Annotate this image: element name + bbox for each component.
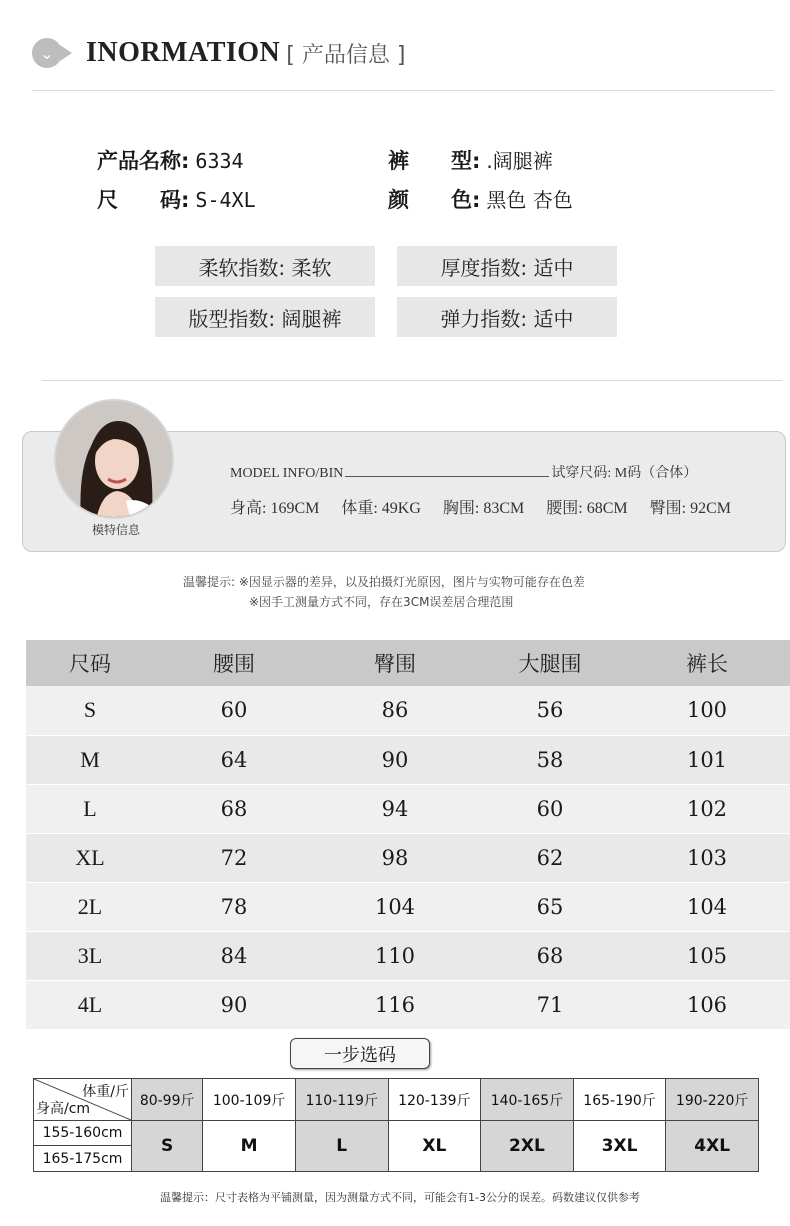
recommended-size: 3XL xyxy=(573,1121,666,1172)
model-info-line xyxy=(230,462,697,482)
weight-range: 100-109斤 xyxy=(203,1079,296,1121)
waist-cell: 78 xyxy=(154,882,314,931)
weight-range: 140-165斤 xyxy=(481,1079,574,1121)
hip-cell: 110 xyxy=(314,931,476,980)
pants-type-label: 裤 型: xyxy=(388,149,481,173)
weight-range: 120-139斤 xyxy=(388,1079,481,1121)
recommended-size: XL xyxy=(388,1121,481,1172)
elasticity-index-tag: 弹力指数: 适中 xyxy=(397,297,617,337)
height-ranges xyxy=(34,1121,132,1172)
height-range: 155-160cm xyxy=(34,1121,131,1146)
recommended-size: S xyxy=(132,1121,203,1172)
model-hip: 臀围: 92CM xyxy=(649,500,731,517)
model-height: 身高: 169CM xyxy=(230,500,320,517)
thigh-cell: 56 xyxy=(476,686,624,735)
size-table-header xyxy=(26,640,790,686)
size-table xyxy=(26,640,790,1030)
recommended-size: 4XL xyxy=(666,1121,759,1172)
tips-line-2: ※因手工测量方式不同，存在3CM误差居合理范围 xyxy=(249,595,514,609)
weight-range: 165-190斤 xyxy=(573,1079,666,1121)
recommended-size: 2XL xyxy=(481,1121,574,1172)
hip-cell: 86 xyxy=(314,686,476,735)
model-info-prefix: MODEL INFO/BIN xyxy=(230,466,344,481)
waist-cell: 84 xyxy=(154,931,314,980)
model-avatar xyxy=(54,399,174,519)
size-cell: L xyxy=(26,784,154,833)
header-hip: 臀围 xyxy=(314,640,476,686)
header-waist: 腰围 xyxy=(154,640,314,686)
model-try-size: 试穿尺码: M码（合体） xyxy=(551,466,698,481)
size-guide-button[interactable]: 一步选码 xyxy=(290,1038,430,1069)
tips-block xyxy=(183,572,585,612)
weight-range: 80-99斤 xyxy=(132,1079,203,1121)
weight-range: 110-119斤 xyxy=(295,1079,388,1121)
hip-cell: 90 xyxy=(314,735,476,784)
model-weight: 体重: 49KG xyxy=(341,500,421,517)
section-subtitle: [ 产品信息 ] xyxy=(286,42,406,68)
size-cell: 4L xyxy=(26,980,154,1029)
length-cell: 103 xyxy=(624,833,790,882)
thigh-cell: 62 xyxy=(476,833,624,882)
table-row xyxy=(26,882,790,931)
waist-cell: 60 xyxy=(154,686,314,735)
corner-height-label: 身高/cm xyxy=(36,1101,91,1117)
chevron-down-icon: ⌄ xyxy=(32,36,74,70)
size-cell: S xyxy=(26,686,154,735)
pants-type-row xyxy=(388,145,553,175)
length-cell: 101 xyxy=(624,735,790,784)
recommended-size: M xyxy=(203,1121,296,1172)
hip-cell: 94 xyxy=(314,784,476,833)
waist-cell: 72 xyxy=(154,833,314,882)
divider xyxy=(32,90,774,91)
length-cell: 106 xyxy=(624,980,790,1029)
product-name-row xyxy=(97,145,244,175)
pants-type-value: .阔腿裤 xyxy=(486,149,553,173)
header-thigh: 大腿围 xyxy=(476,640,624,686)
height-range: 165-175cm xyxy=(42,1150,123,1167)
color-value: 黑色 杏色 xyxy=(486,188,573,212)
size-cell: M xyxy=(26,735,154,784)
model-stats-line xyxy=(230,495,749,518)
weight-range: 190-220斤 xyxy=(666,1079,759,1121)
waist-cell: 68 xyxy=(154,784,314,833)
weight-size-table xyxy=(33,1078,759,1172)
waist-cell: 90 xyxy=(154,980,314,1029)
corner-weight-label: 体重/斤 xyxy=(82,1084,129,1100)
length-cell: 102 xyxy=(624,784,790,833)
footnote: 温馨提示：尺寸表格为平铺测量，因为测量方式不同，可能会有1-3公分的误差。码数建议仅供参考 xyxy=(160,1191,640,1204)
table-row xyxy=(26,833,790,882)
length-cell: 105 xyxy=(624,931,790,980)
size-range-value: S-4XL xyxy=(195,188,256,212)
size-cell: 3L xyxy=(26,931,154,980)
recommended-size: L xyxy=(295,1121,388,1172)
length-cell: 100 xyxy=(624,686,790,735)
color-row xyxy=(388,184,573,214)
thigh-cell: 65 xyxy=(476,882,624,931)
hip-cell: 104 xyxy=(314,882,476,931)
model-label: 模特信息 xyxy=(91,523,140,537)
thigh-cell: 60 xyxy=(476,784,624,833)
thigh-cell: 68 xyxy=(476,931,624,980)
header-size: 尺码 xyxy=(26,640,154,686)
divider xyxy=(42,380,782,381)
fit-index-tag: 版型指数: 阔腿裤 xyxy=(155,297,375,337)
thigh-cell: 71 xyxy=(476,980,624,1029)
product-name-label: 产品名称: xyxy=(97,149,190,173)
size-range-label: 尺 码: xyxy=(97,188,190,212)
table-row xyxy=(26,735,790,784)
table-row xyxy=(26,931,790,980)
header-length: 裤长 xyxy=(624,640,790,686)
model-waist: 腰围: 68CM xyxy=(546,500,628,517)
size-cell: 2L xyxy=(26,882,154,931)
hip-cell: 116 xyxy=(314,980,476,1029)
section-header xyxy=(32,36,405,70)
hip-cell: 98 xyxy=(314,833,476,882)
model-bust: 胸围: 83CM xyxy=(442,500,525,517)
size-cell: XL xyxy=(26,833,154,882)
table-corner xyxy=(34,1079,132,1121)
thigh-cell: 58 xyxy=(476,735,624,784)
table-row xyxy=(26,784,790,833)
tips-line-1: 温馨提示: ※因显示器的差异，以及拍摄灯光原因，图片与实物可能存在色差 xyxy=(183,575,585,589)
table-row xyxy=(26,686,790,735)
product-name-value: 6334 xyxy=(195,149,244,173)
softness-index-tag: 柔软指数: 柔软 xyxy=(155,246,375,286)
length-cell: 104 xyxy=(624,882,790,931)
thickness-index-tag: 厚度指数: 适中 xyxy=(397,246,617,286)
section-title: INORMATION xyxy=(86,37,281,68)
table-row xyxy=(26,980,790,1029)
waist-cell: 64 xyxy=(154,735,314,784)
size-range-row xyxy=(97,184,256,214)
color-label: 颜 色: xyxy=(388,188,481,212)
